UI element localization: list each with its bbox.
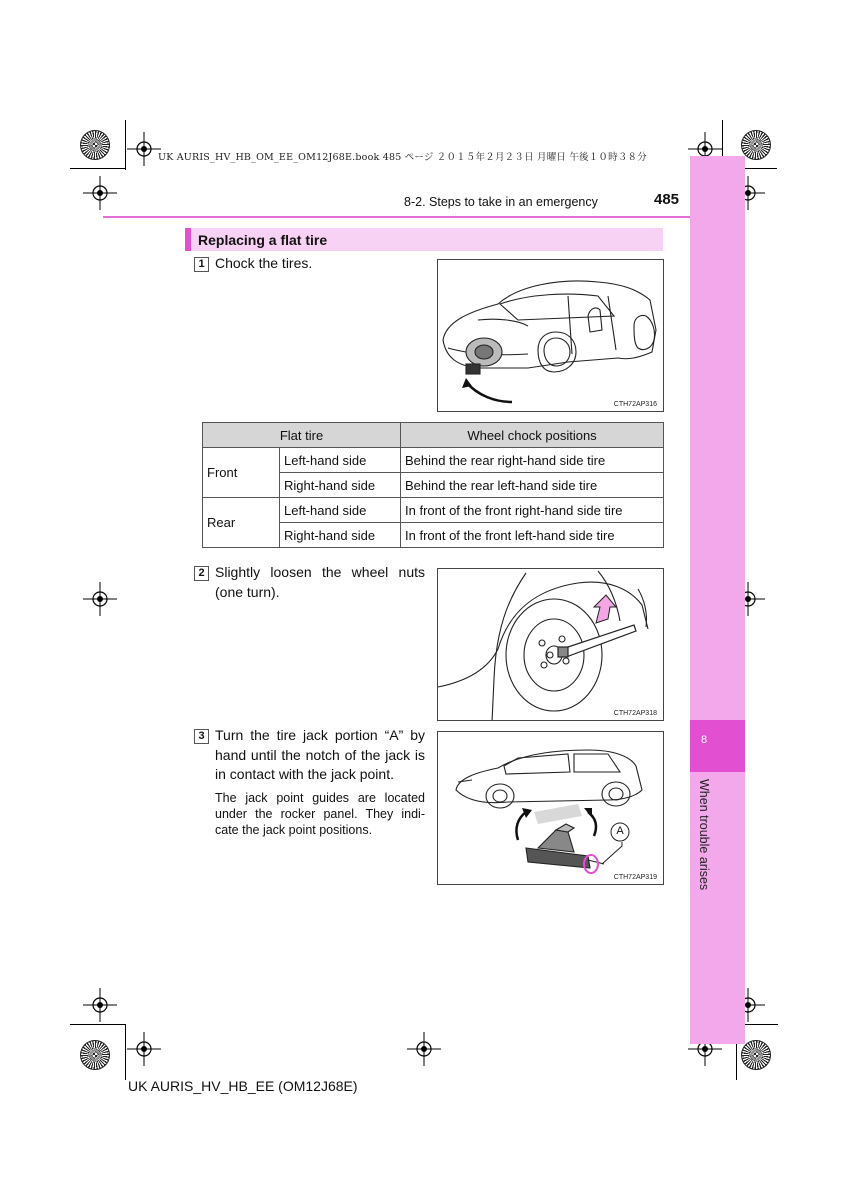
step-number-2: 2 bbox=[194, 566, 209, 581]
chapter-number-box bbox=[690, 720, 745, 772]
table-row bbox=[203, 448, 664, 473]
table-group-label: Front bbox=[203, 448, 280, 498]
crosshair-mid-left-icon bbox=[83, 582, 117, 616]
step-1-text: Chock the tires. bbox=[215, 255, 313, 271]
registration-rosette-top-left bbox=[80, 130, 110, 160]
registration-rosette-bottom-right bbox=[741, 1040, 771, 1070]
table-header-row bbox=[203, 423, 664, 448]
table-cell: Right-hand side bbox=[280, 473, 401, 498]
crop-mark bbox=[70, 1024, 125, 1025]
crop-mark bbox=[125, 1024, 126, 1080]
table-cell: Right-hand side bbox=[280, 523, 401, 548]
table-cell: In front of the front left-hand side tire bbox=[401, 523, 664, 548]
wheel-chock-table bbox=[202, 422, 664, 548]
step-3-note: The jack point guides are located under the rocker panel. They indi-cate the jack point positions. bbox=[215, 791, 425, 837]
crop-mark bbox=[125, 120, 126, 170]
table-cell: Left-hand side bbox=[280, 448, 401, 473]
page-number: 485 bbox=[654, 191, 680, 208]
crosshair-bottom-center-icon bbox=[407, 1032, 441, 1066]
table-row bbox=[203, 498, 664, 523]
section-title: Replacing a flat tire bbox=[198, 232, 328, 248]
registration-rosette-bottom-left bbox=[80, 1040, 110, 1070]
crosshair-bottom-left-icon bbox=[83, 988, 117, 1022]
crosshair-top-left2-icon bbox=[83, 176, 117, 210]
chapter-side-tab bbox=[690, 156, 745, 1044]
crop-mark bbox=[70, 168, 125, 169]
step-2-text: Slightly loosen the wheel nuts (one turn). bbox=[215, 564, 425, 600]
table-cell: Behind the rear right-hand side tire bbox=[401, 448, 664, 473]
table-header-cell: Flat tire bbox=[203, 423, 401, 448]
registration-rosette-top-right bbox=[741, 130, 771, 160]
step-number-3: 3 bbox=[194, 729, 209, 744]
figure-jack-point bbox=[437, 731, 664, 885]
step-number-1: 1 bbox=[194, 257, 209, 272]
table-group-label: Rear bbox=[203, 498, 280, 548]
figure-code: CTH72AP316 bbox=[613, 401, 657, 408]
table-cell: Behind the rear left-hand side tire bbox=[401, 473, 664, 498]
callout-label-a: A bbox=[616, 825, 624, 837]
step-3-text: Turn the tire jack portion “A” by hand until the notch of the jack is in contact with the jack point. bbox=[215, 727, 425, 782]
footer-document-id: UK AURIS_HV_HB_EE (OM12J68E) bbox=[128, 1078, 358, 1094]
table-cell: In front of the front right-hand side tire bbox=[401, 498, 664, 523]
crosshair-top-left-icon bbox=[127, 132, 161, 166]
figure-loosen-wheel-nuts bbox=[437, 568, 664, 721]
header-rule bbox=[103, 216, 690, 218]
print-metadata: UK AURIS_HV_HB_OM_EE_OM12J68E.book 485 ページ ２０１５年２月２３日 月曜日 午後１０時３８分 bbox=[158, 152, 647, 163]
chapter-title: When trouble arises bbox=[697, 779, 711, 891]
crosshair-bottom-left2-icon bbox=[127, 1032, 161, 1066]
figure-code: CTH72AP318 bbox=[613, 710, 657, 717]
table-header-cell: Wheel chock positions bbox=[401, 423, 664, 448]
figure-code: CTH72AP319 bbox=[613, 874, 657, 881]
figure-chock-tires bbox=[437, 259, 664, 412]
chapter-number: 8 bbox=[701, 734, 708, 746]
running-header: 8-2. Steps to take in an emergency bbox=[404, 195, 598, 209]
table-cell: Left-hand side bbox=[280, 498, 401, 523]
